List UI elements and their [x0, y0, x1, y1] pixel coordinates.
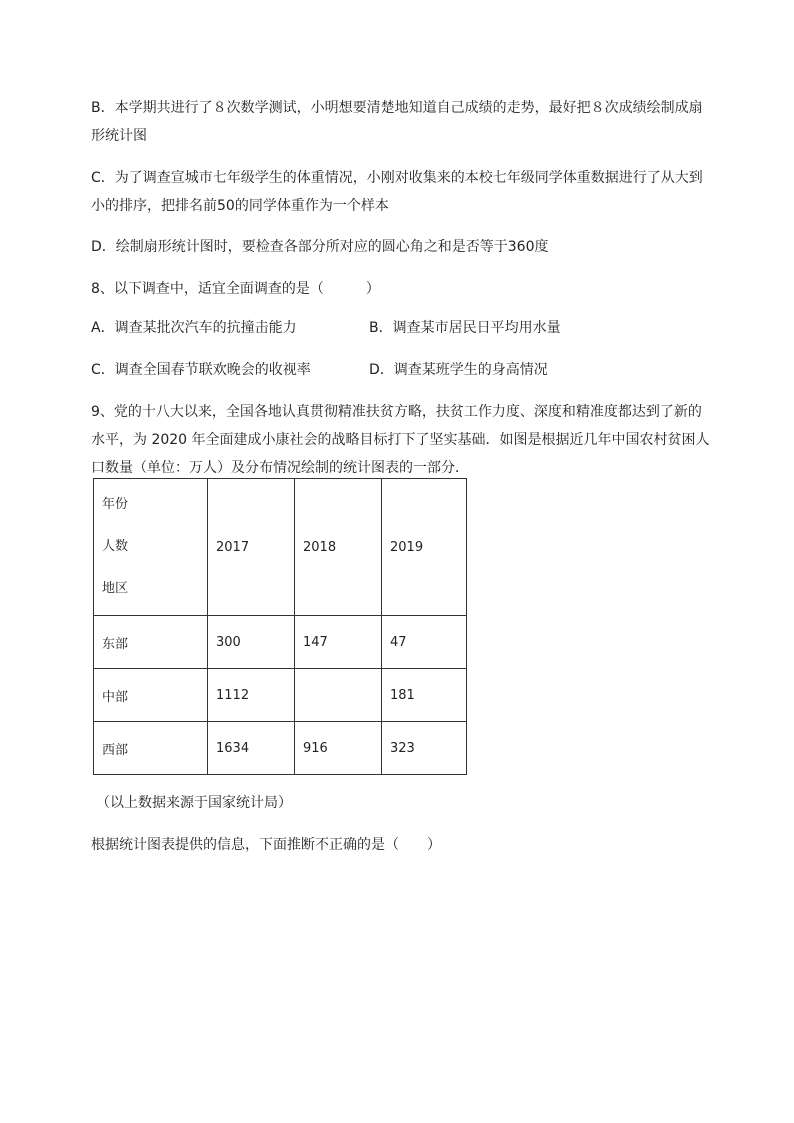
region-cell: 东部 — [94, 616, 208, 669]
option-b — [91, 94, 741, 150]
header-label-people: 人数 — [102, 539, 129, 554]
poverty-table — [93, 478, 467, 775]
header-label-region: 地区 — [102, 581, 129, 596]
region-cell: 中部 — [94, 669, 208, 722]
value-cell: 1634 — [208, 722, 295, 775]
header-year-2018: 2018 — [295, 479, 382, 616]
value-cell: 323 — [382, 722, 467, 775]
table-row — [94, 669, 467, 722]
source-note: （以上数据来源于国家统计局） — [96, 795, 292, 811]
q9-stem — [91, 398, 741, 482]
value-cell: 47 — [382, 616, 467, 669]
option-c-line1: C．为了调查宣城市七年级学生的体重情况，小刚对收集来的本校七年级同学体重数据进行了从大到 — [91, 170, 703, 186]
option-c — [91, 164, 741, 220]
q8-stem: 8、以下调查中，适宜全面调查的是（ ） — [91, 281, 380, 297]
table-diagonal-header — [94, 479, 208, 616]
table-row — [94, 616, 467, 669]
q9-line1: 9、党的十八大以来，全国各地认真贯彻精准扶贫方略，扶贫工作力度、深度和精准度都达到了新的 — [91, 404, 702, 420]
q8-option-c: C．调查全国春节联欢晚会的收视率 — [91, 362, 311, 378]
option-d: D．绘制扇形统计图时，要检查各部分所对应的圆心角之和是否等于360度 — [91, 239, 549, 255]
value-cell: 300 — [208, 616, 295, 669]
option-b-line2: 形统计图 — [91, 128, 147, 144]
value-cell: 181 — [382, 669, 467, 722]
table-row — [94, 722, 467, 775]
header-label-year: 年份 — [102, 497, 129, 512]
q9-line3: 口数量（单位：万人）及分布情况绘制的统计图表的一部分． — [91, 460, 469, 476]
q8-option-b: B．调查某市居民日平均用水量 — [369, 320, 561, 336]
header-year-2019: 2019 — [382, 479, 467, 616]
option-c-line2: 小的排序，把排名前50的同学体重作为一个样本 — [91, 198, 389, 214]
option-b-line1: B．本学期共进行了８次数学测试，小明想要清楚地知道自己成绩的走势，最好把８次成绩绘制成扇 — [91, 100, 703, 116]
value-cell: 147 — [295, 616, 382, 669]
region-cell: 西部 — [94, 722, 208, 775]
final-question: 根据统计图表提供的信息，下面推断不正确的是（ ） — [91, 837, 441, 853]
table-header-row — [94, 479, 467, 616]
value-cell: 916 — [295, 722, 382, 775]
q9-line2: 水平，为 2020 年全面建成小康社会的战略目标打下了坚实基础．如图是根据近几年中国农村贫困人 — [91, 432, 710, 448]
header-year-2017: 2017 — [208, 479, 295, 616]
value-cell — [295, 669, 382, 722]
q8-option-a: A．调查某批次汽车的抗撞击能力 — [91, 320, 297, 336]
q8-option-d: D．调查某班学生的身高情况 — [369, 362, 548, 378]
value-cell: 1112 — [208, 669, 295, 722]
